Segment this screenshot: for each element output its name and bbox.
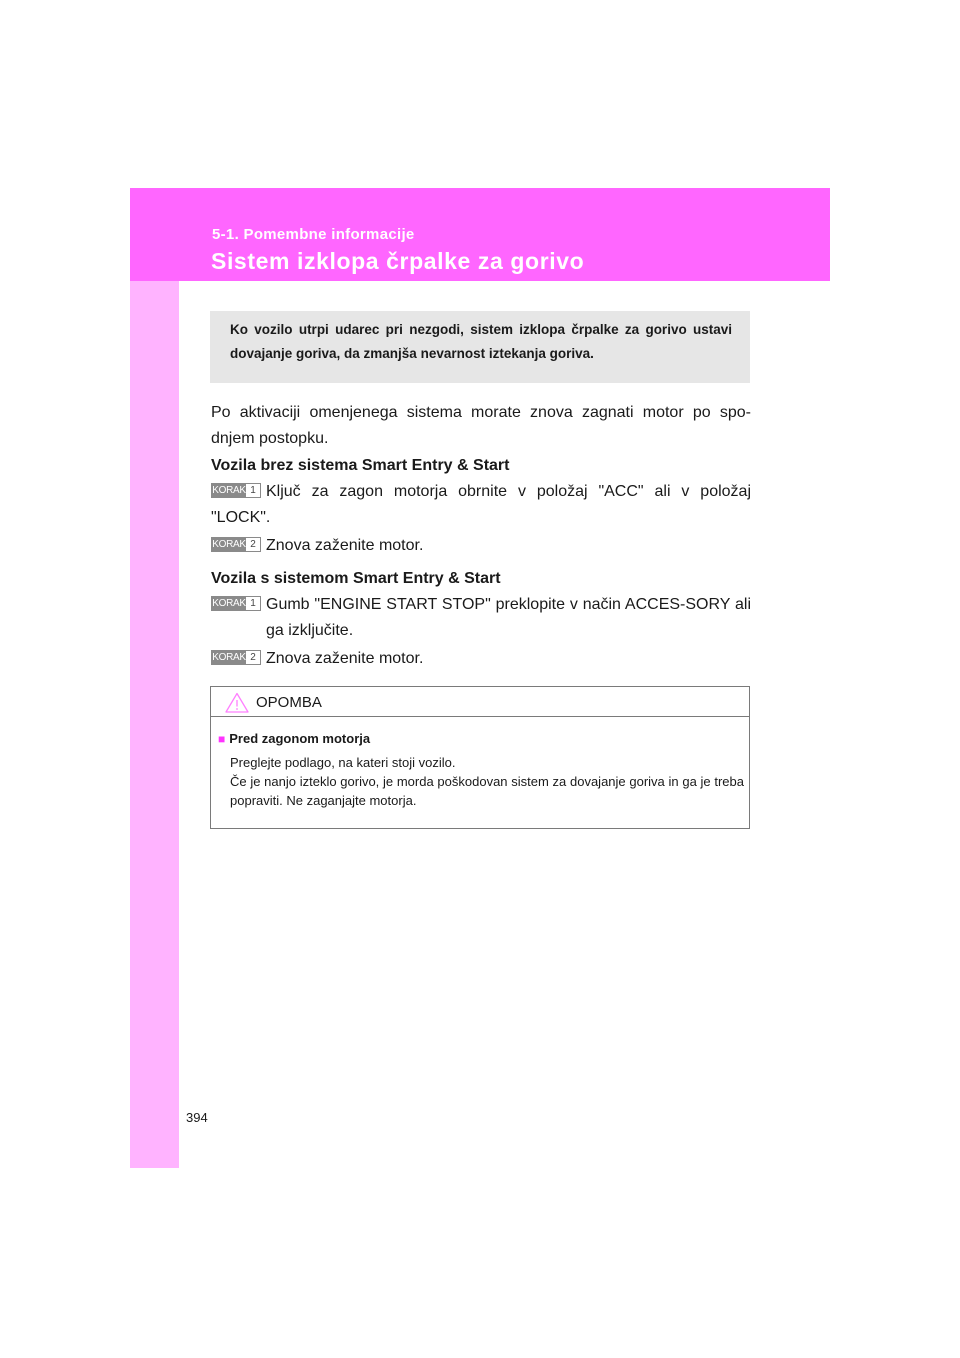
step-badge <box>211 483 261 498</box>
section-heading-with-smart-entry: Vozila s sistemom Smart Entry & Start <box>211 570 501 587</box>
note-title: OPOMBA <box>256 694 322 711</box>
section-label: 5-1. Pomembne informacije <box>212 226 415 243</box>
intro-text: Ko vozilo utrpi udarec pri nezgodi, sistem izklopa črpalke za gorivo ustavi dovajanje goriva, da zmanjša nevarnost iztekanja goriva. <box>230 322 732 361</box>
side-strip <box>130 188 179 1168</box>
page-number: 394 <box>186 1110 208 1125</box>
note-line-1: Preglejte podlago, na kateri stoji vozilo. <box>230 755 456 770</box>
step-badge-word: KORAK <box>212 485 246 496</box>
note-header <box>211 687 749 717</box>
square-bullet-icon: ■ <box>218 732 226 746</box>
warning-icon <box>225 692 249 713</box>
note-box <box>210 686 750 829</box>
step-badge-word: KORAK <box>212 652 246 663</box>
step-text: Znova zaženite motor. <box>266 537 424 554</box>
body-paragraph: Po aktivaciji omenjenega sistema morate znova zagnati motor po spo-dnjem postopku. <box>211 404 751 447</box>
step-text: Ključ za zagon motorja obrnite v položaj "ACC" ali v položaj <box>266 483 751 500</box>
note-subheading <box>218 731 370 746</box>
step-badge <box>211 537 261 552</box>
note-line-2: Če je nanjo izteklo gorivo, je morda poškodovan sistem za dovajanje goriva in ga je treba popraviti. Ne zaganjajte motorja. <box>230 774 744 808</box>
step-badge-number: 1 <box>246 597 260 610</box>
note-body <box>230 753 744 810</box>
step-text: Gumb "ENGINE START STOP" preklopite v način ACCES-SORY ali ga izključite. <box>266 596 751 639</box>
note-subheading-text: Pred zagonom motorja <box>229 731 371 746</box>
step-badge <box>211 596 261 611</box>
section-heading-without-smart-entry: Vozila brez sistema Smart Entry & Start <box>211 457 510 474</box>
step-badge <box>211 650 261 665</box>
step-text: Znova zaženite motor. <box>266 650 424 667</box>
step-badge-number: 2 <box>246 651 260 664</box>
step-badge-word: KORAK <box>212 539 246 550</box>
step-1-continuation: "LOCK". <box>211 509 271 526</box>
step-badge-number: 1 <box>246 484 260 497</box>
step-badge-number: 2 <box>246 538 260 551</box>
step-badge-word: KORAK <box>212 598 246 609</box>
intro-box <box>210 311 750 383</box>
page-title: Sistem izklopa črpalke za gorivo <box>211 248 585 274</box>
